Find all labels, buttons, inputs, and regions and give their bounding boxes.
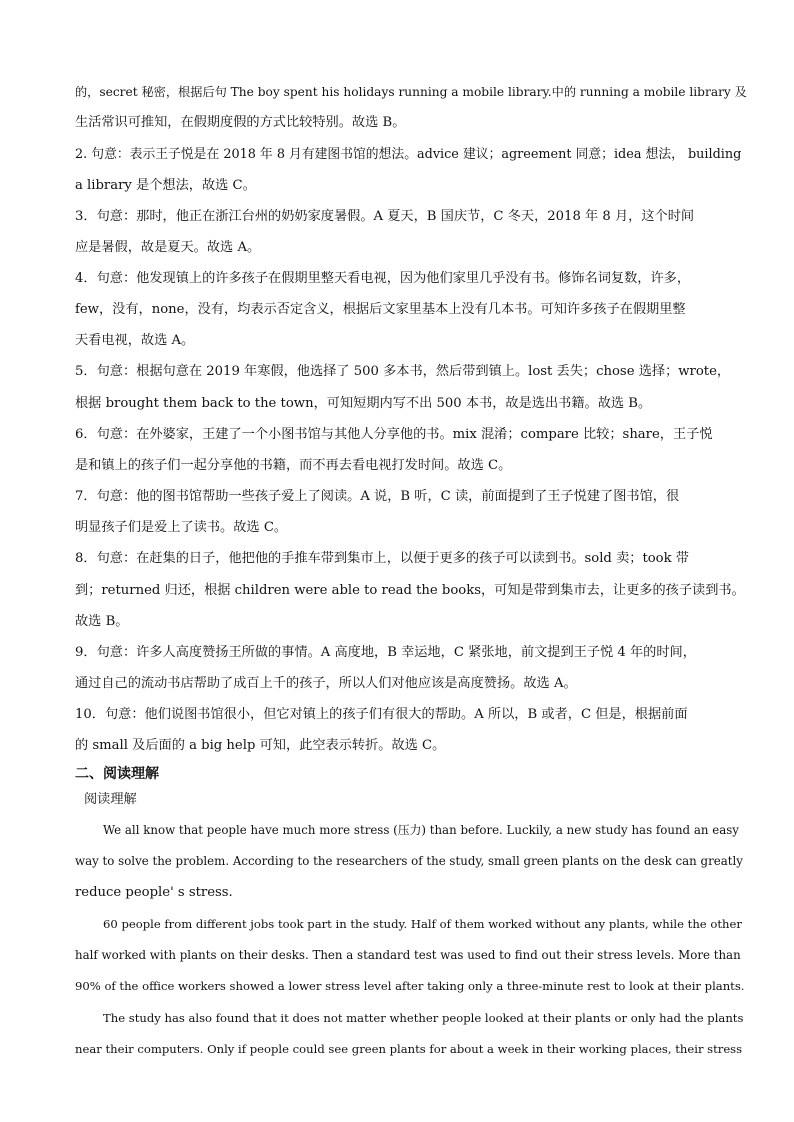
explanation-line: 根据 brought them back to the town，可知短期内写不出 500 本书，故是选出书籍。故选 B。 [75, 396, 652, 411]
explanation-line: 10．句意：他们说图书馆很小，但它对镇上的孩子们有很大的帮助。A 所以，B 或者，C 但是，根据前面 [75, 707, 688, 722]
passage-line: The study has also found that it does not matter whether people looked at their plants or only had the plants [103, 1011, 744, 1025]
explanation-line: 3．句意：那时，他正在浙江台州的奶奶家度暑假。A 夏天，B 国庆节，C 冬天，2018 年 8 月，这个时间 [75, 209, 695, 224]
explanation-line: 7．句意：他的图书馆帮助一些孩子爱上了阅读。A 说，B 听，C 读，前面提到了王子悦建了图书馆，很 [75, 489, 680, 504]
explanation-line: 4．句意：他发现镇上的许多孩子在假期里整天看电视，因为他们家里几乎没有书。修饰名词复数，许多， [75, 271, 691, 286]
explanation-line: 8．句意：在赶集的日子，他把他的手推车带到集市上，以便于更多的孩子可以读到书。sold 卖；took 带 [75, 551, 689, 566]
explanation-line: a library 是个想法，故选 C。 [75, 178, 256, 193]
passage-line: reduce people' s stress. [75, 885, 233, 900]
explanation-line: few，没有，none，没有，均表示否定含义，根据后文家里基本上没有几本书。可知许多孩子在假期里整 [75, 302, 686, 317]
passage-line: way to solve the problem. According to the researchers of the study, small green plants on the desk can greatly [75, 854, 743, 868]
passage-line: half worked with plants on their desks. Then a standard test was used to find out their stress levels. More than [75, 948, 741, 962]
explanation-line: 通过自己的流动书店帮助了成百上千的孩子，所以人们对他应该是高度赞扬。故选 A。 [75, 676, 577, 691]
explanation-line: 到；returned 归还，根据 children were able to read the books，可知是带到集市去，让更多的孩子读到书。 [75, 583, 745, 598]
passage-line: 60 people from different jobs took part in the study. Half of them worked without any plants, while the other [103, 917, 742, 931]
explanation-line: 6．句意：在外婆家，王建了一个小图书馆与其他人分享他的书。mix 混淆；compare 比较；share，王子悦 [75, 427, 713, 442]
explanation-line: 生活常识可推知，在假期度假的方式比较特别。故选 B。 [75, 115, 406, 130]
passage-line: 90% of the office workers showed a lower stress level after taking only a three-minute rest to look at their plants. [75, 979, 745, 993]
explanation-line: 的 small 及后面的 a big help 可知，此空表示转折。故选 C。 [75, 738, 446, 753]
explanation-line: 2. 句意：表示王子悦是在 2018 年 8 月有建图书馆的想法。advice 建议；agreement 同意；idea 想法， building [75, 147, 742, 162]
passage-line: near their computers. Only if people could see green plants for about a week in their working places, their stress [75, 1042, 743, 1056]
explanation-line: 应是暑假，故是夏天。故选 A。 [75, 240, 261, 255]
explanation-line: 的，secret 秘密，根据后句 The boy spent his holidays running a mobile library.中的 running a mobile library 及 [75, 85, 747, 99]
explanation-line: 9．句意：许多人高度赞扬王所做的事情。A 高度地，B 幸运地，C 紧张地，前文提到王子悦 4 年的时间， [75, 645, 696, 660]
section-subheading: 阅读理解 [84, 792, 137, 807]
explanation-line: 是和镇上的孩子们一起分享他的书籍，而不再去看电视打发时间。故选 C。 [75, 458, 512, 473]
passage-line: We all know that people have much more stress (压力) than before. Luckily, a new study has found an easy [103, 823, 739, 837]
explanation-line: 故选 B。 [75, 614, 129, 629]
explanation-line: 天看电视，故选 A。 [75, 333, 195, 348]
explanation-line: 5．句意：根据句意在 2019 年寒假，他选择了 500 多本书，然后带到镇上。lost 丢失；chose 选择；wrote， [75, 364, 731, 379]
explanation-line: 明显孩子们是爱上了读书。故选 C。 [75, 520, 288, 535]
section-heading: 二、阅读理解 [75, 766, 159, 782]
